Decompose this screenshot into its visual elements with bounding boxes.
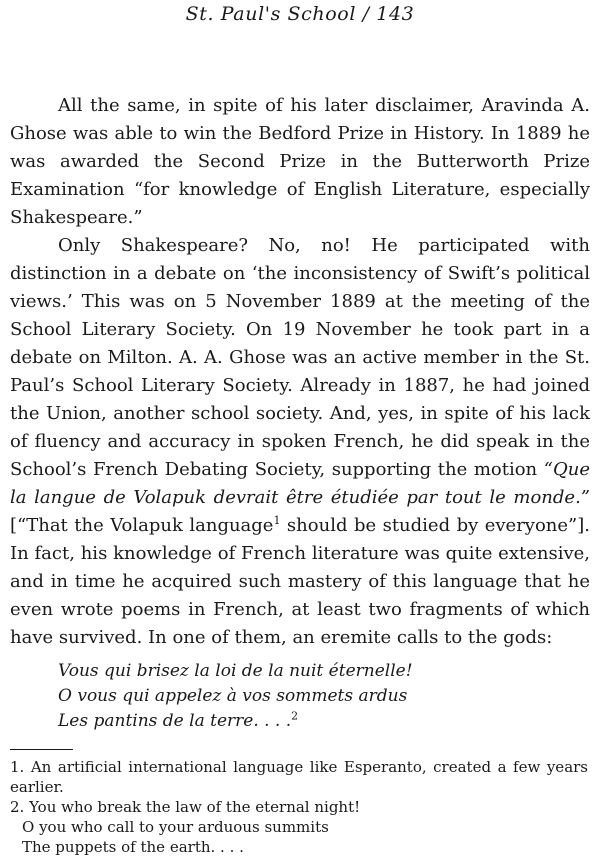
footnote-ref-1: 1 bbox=[273, 514, 281, 527]
paragraph-2-text-start: Only Shakespeare? No, no! He participated with distinction in a debate on ‘the inconsistency of Swift’s political views.’ This was on 5 November 1889 at the meeting of the School Literary Society. On 19 November he took part in a debate on Milton. A. A. Ghose was an active member in the St. Paul’s School Literary Society. Already in 1887, he had joined the Union, another school society. And, yes, in spite of his lack of fluency and accuracy in spoken French, he did speak in the School’s French Debating Society, supporting the motion bbox=[10, 235, 590, 480]
french-motion-quote: “Que la langue de Volapuk devrait être étudiée par tout le monde.” bbox=[10, 459, 590, 508]
verse-line-2: O vous qui appelez à vos sommets ardus bbox=[58, 686, 408, 706]
paragraph-1: All the same, in spite of his later disclaimer, Aravinda A. Ghose was able to win the Bedford Prize in History. In 1889 he was awarded the Second Prize in the Butterworth Prize Examination “for knowledge of English Literature, especially Shakespeare.” bbox=[10, 95, 590, 228]
paragraph-2-translation: [“That the Volapuk language bbox=[10, 515, 274, 536]
paragraph-2 bbox=[10, 232, 590, 652]
footnote-2-line-3: The puppets of the earth. . . . bbox=[22, 838, 244, 856]
verse-line-1: Vous qui brisez la loi de la nuit éternelle! bbox=[58, 661, 413, 681]
footnote-1: 1. An artificial international language like Esperanto, created a few years earlier. bbox=[10, 758, 588, 796]
footnote-ref-2: 2 bbox=[291, 709, 299, 723]
footnote-2 bbox=[10, 797, 588, 857]
paragraph-2-text-end: should be studied by everyone”]. In fact, his knowledge of French literature was quite extensive, and in time he acquired such mastery of this language that he even wrote poems in French, at least two fragments of which have survived. In one of them, an eremite calls to the gods: bbox=[10, 515, 590, 648]
footnote-2-line-2: O you who call to your arduous summits bbox=[22, 818, 329, 836]
verse-line-3 bbox=[58, 709, 578, 734]
footnote-2-line-1: 2. You who break the law of the eternal night! bbox=[10, 798, 361, 816]
verse-block bbox=[58, 659, 578, 734]
verse-line-3-text: Les pantins de la terre. . . . bbox=[58, 711, 292, 731]
main-text bbox=[10, 92, 590, 652]
footnotes bbox=[10, 757, 588, 857]
footnote-divider bbox=[10, 749, 73, 750]
running-header: St. Paul's School / 143 bbox=[185, 3, 415, 25]
